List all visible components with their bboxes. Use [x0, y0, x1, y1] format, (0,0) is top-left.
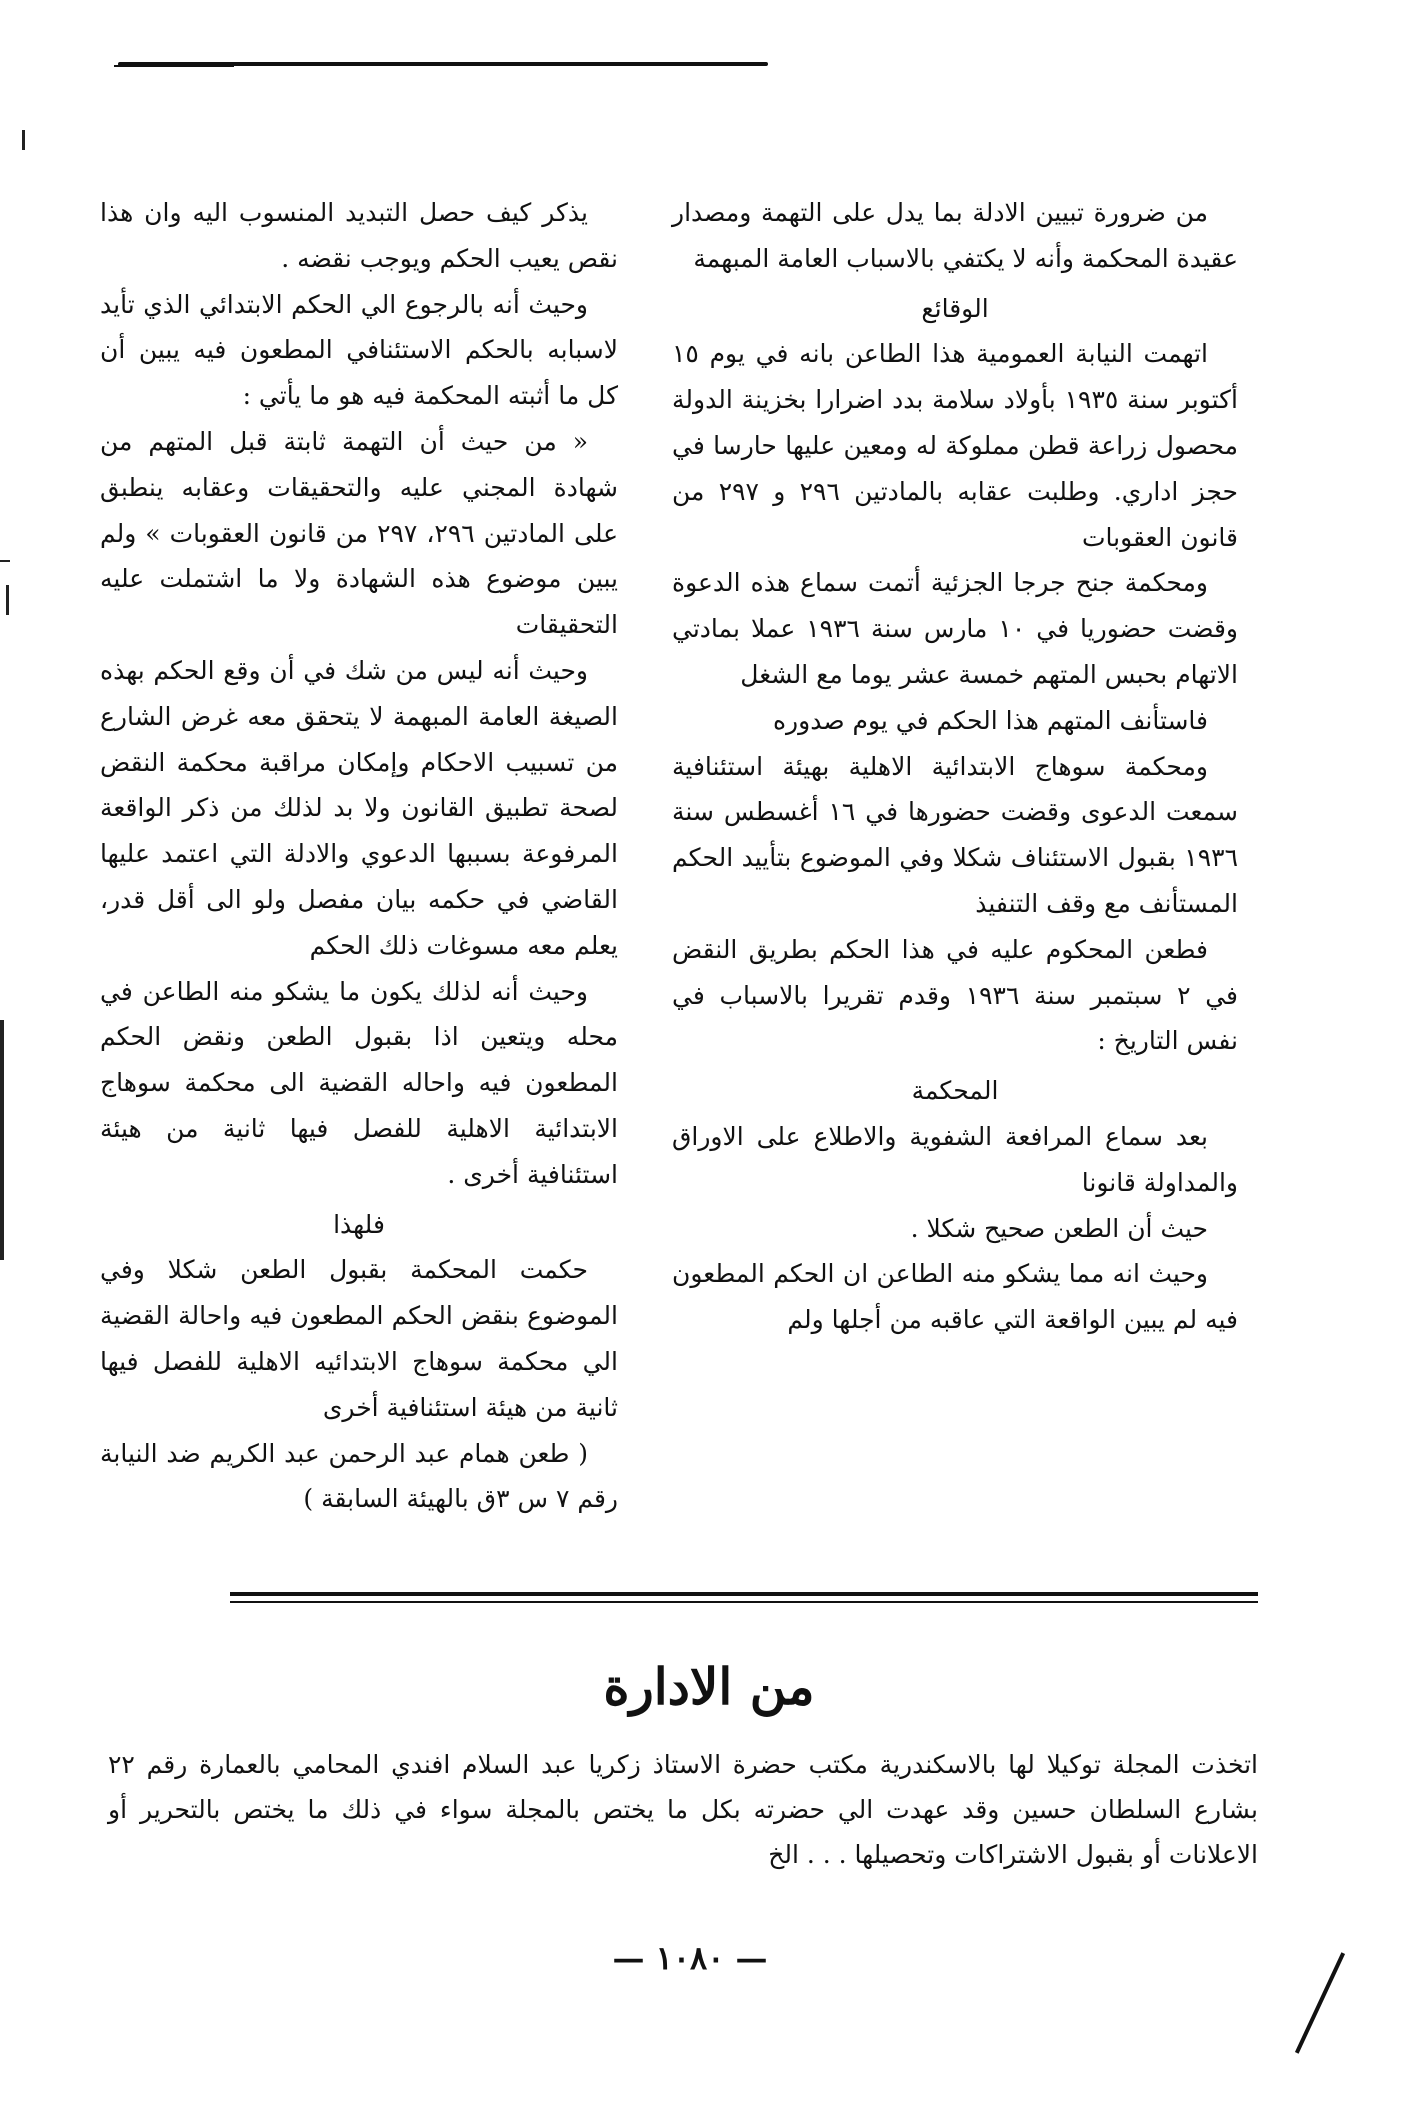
pen-stroke: [1295, 1952, 1345, 2053]
paragraph: اتهمت النيابة العمومية هذا الطاعن بانه في يوم ١٥ أكتوبر سنة ١٩٣٥ بأولاد سلامة بدد اضرارا بخزينة الدولة محصول زراعة قطن مملوكة له ومعين عليها حارسا في حجز اداري. وطلبت عقابه بالمادتين ٢٩٦ و ٢٩٧ من قانون العقوبات: [672, 339, 1239, 552]
paragraph: وحيث انه مما يشكو منه الطاعن ان الحكم المطعون فيه لم يبين الواقعة التي عاقبه من أجلها ولم: [672, 1259, 1238, 1335]
top-rule: [118, 62, 768, 66]
section-heading: الوقائع: [921, 293, 989, 323]
left-column: [100, 190, 618, 1522]
section-title: من الادارة: [603, 1657, 815, 1716]
paragraph: « من حيث أن التهمة ثابتة قبل المتهم من شهادة المجني عليه والتحقيقات وعقابه ينطبق على المادتين ٢٩٦، ٢٩٧ من قانون العقوبات » ولم يبين موضوع هذه الشهادة ولا ما اشتملت عليه التحقيقات: [100, 426, 619, 640]
paragraph: حيث أن الطعن صحيح شكلا .: [910, 1213, 1208, 1243]
paragraph: فاستأنف المتهم هذا الحكم في يوم صدوره: [772, 705, 1208, 735]
section-heading: المحكمة: [911, 1076, 999, 1106]
edge-mark: [0, 560, 10, 562]
paragraph: فطعن المحكوم عليه في هذا الحكم بطريق النقض في ٢ سبتمبر سنة ١٩٣٦ وقدم تقريرا بالاسباب في نفس التاريخ :: [672, 934, 1238, 1056]
paragraph: يذكر كيف حصل التبديد المنسوب اليه وان هذا نقص يعيب الحكم ويوجب نقضه .: [100, 198, 618, 273]
paragraph: ومحكمة سوهاج الابتدائية الاهلية بهيئة استئنافية سمعت الدعوى وقضت حضورها في ١٦ أغسطس سنة ١٩٣٦ بقبول الاستئناف شكلا وفي الموضوع بتأييد الحكم المستأنف مع وقف التنفيذ: [672, 751, 1238, 918]
paragraph: ومحكمة جنح جرجا الجزئية أتمت سماع هذه الدعوة وقضت حضوريا في ١٠ مارس سنة ١٩٣٦ عملا بمادتي الاتهام بحبس المتهم خمسة عشر يوما مع الشغل: [672, 568, 1238, 689]
section-divider-thin: [230, 1601, 1258, 1603]
section-heading: فلهذا: [333, 1209, 385, 1239]
paragraph: بعد سماع المرافعة الشفوية والاطلاع على الاوراق والمداولة قانونا: [672, 1121, 1238, 1197]
edge-mark: [0, 1020, 4, 1260]
notice-paragraph: اتخذت المجلة توكيلا لها بالاسكندرية مكتب حضرة الاستاذ زكريا عبد السلام افندي المحامي بالعمارة رقم ٢٢ بشارع السلطان حسين وقد عهدت الي حضرته بكل ما يختص بالمجلة سواء في ذلك ما يختص بالتحرير أو الاعلانات أو بقبول الاشتراكات وتحصيلها . . . الخ: [108, 1750, 1258, 1869]
paragraph: وحيث أنه ليس من شك في أن وقع الحكم بهذه الصيغة العامة المبهمة لا يتحقق معه غرض الشارع من تسبيب الاحكام وإمكان مراقبة محكمة النقض لصحة تطبيق القانون ولا بد لذلك من ذكر الواقعة المرفوعة بسببها الدعوي والادلة التي اعتمد عليها القاضي في حكمه بيان مفصل ولو الى أقل قدر، يعلم معه مسوغات ذلك الحكم: [100, 655, 618, 960]
page-number: — ١٠٨٠ —: [612, 1939, 768, 1977]
paragraph: حكمت المحكمة بقبول الطعن شكلا وفي الموضوع بنقض الحكم المطعون فيه واحالة القضية الي محكمة سوهاج الابتدائيه الاهلية للفصل فيها ثانية من هيئة استئنافية أخرى: [100, 1255, 618, 1422]
edge-mark: [6, 585, 9, 615]
paragraph: ( طعن همام عبد الرحمن عبد الكريم ضد النيابة رقم ٧ س ٣ق بالهيئة السابقة ): [100, 1438, 618, 1514]
paragraph: وحيث أنه بالرجوع الي الحكم الابتدائي الذي تأيد لاسبابه بالحكم الاستئنافي المطعون فيه يبين أن كل ما أثبته المحكمة فيه هو ما يأتي :: [100, 289, 618, 411]
right-column: [672, 190, 1238, 1343]
section-divider: [230, 1592, 1258, 1596]
edge-mark: [22, 130, 25, 150]
paragraph: وحيث أنه لذلك يكون ما يشكو منه الطاعن في محله ويتعين اذا بقبول الطعن ونقض الحكم المطعون فيه واحاله القضية الى محكمة سوهاج الابتدائية الاهلية للفصل فيها ثانية من هيئة استئنافية أخرى .: [100, 976, 618, 1189]
paragraph: من ضرورة تبيين الادلة بما يدل على التهمة ومصدار عقيدة المحكمة وأنه لا يكتفي بالاسباب العامة المبهمة: [672, 198, 1238, 273]
